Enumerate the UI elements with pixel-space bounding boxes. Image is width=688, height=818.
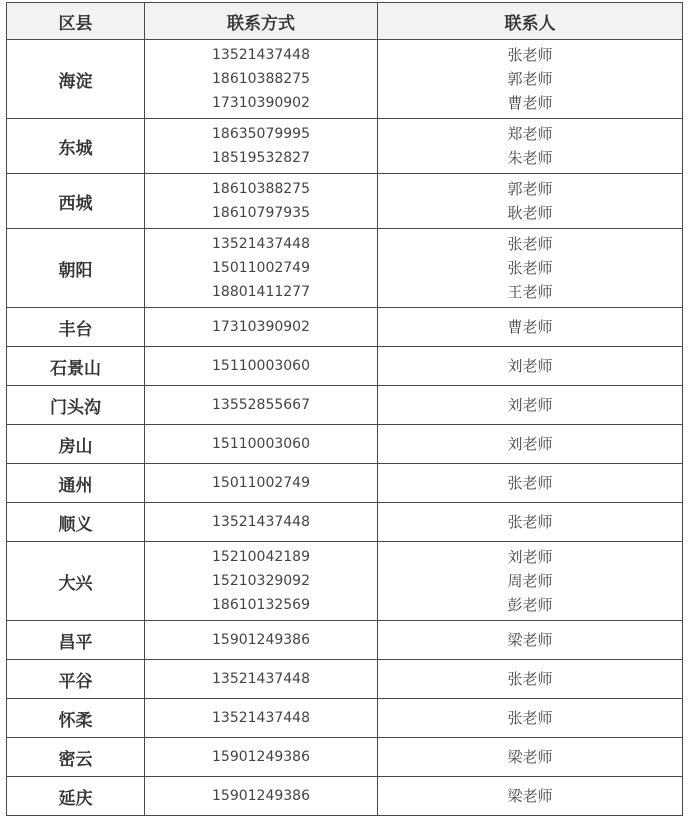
phone-number: 15210329092 [212,573,310,589]
district-cell: 平谷 [7,660,145,699]
table-row [7,777,683,816]
contact-name: 曹老师 [507,318,553,336]
district-cell: 西城 [7,174,145,229]
header-contacts: 联系人 [378,3,683,40]
district-cell: 大兴 [7,542,145,621]
phones-cell [145,777,378,816]
phone-number: 13521437448 [212,236,310,252]
header-row [7,3,683,40]
phone-number: 18610388275 [212,181,310,197]
phone-number: 17310390902 [212,95,310,111]
phones-cell [145,621,378,660]
phone-number: 13521437448 [212,671,310,687]
contacts-cell [378,174,683,229]
table-body [7,40,683,816]
phones-cell [145,386,378,425]
phone-number: 15110003060 [212,358,310,374]
header-district: 区县 [7,3,145,40]
contacts-cell [378,386,683,425]
contact-name: 耿老师 [507,204,553,222]
phones-cell [145,308,378,347]
contact-name: 梁老师 [507,787,553,805]
phone-number: 18610132569 [212,597,310,613]
district-cell: 门头沟 [7,386,145,425]
contact-name: 张老师 [507,670,553,688]
contacts-cell [378,621,683,660]
contact-name: 刘老师 [507,435,553,453]
district-cell: 朝阳 [7,229,145,308]
phone-number: 15901249386 [212,749,310,765]
contact-name: 周老师 [507,572,553,590]
phones-cell [145,699,378,738]
header-phones: 联系方式 [145,3,378,40]
phones-cell [145,464,378,503]
contact-name: 张老师 [507,235,553,253]
contact-name: 朱老师 [507,149,553,167]
contact-name: 梁老师 [507,748,553,766]
table-row [7,425,683,464]
contact-name: 曹老师 [507,94,553,112]
phones-cell [145,738,378,777]
district-cell: 丰台 [7,308,145,347]
district-cell: 密云 [7,738,145,777]
contacts-cell [378,119,683,174]
contacts-cell [378,425,683,464]
phones-cell [145,542,378,621]
contact-name: 郭老师 [507,70,553,88]
contacts-cell [378,777,683,816]
district-cell: 东城 [7,119,145,174]
table-row [7,386,683,425]
contact-name: 郑老师 [507,125,553,143]
contact-name: 彭老师 [507,596,553,614]
phones-cell [145,40,378,119]
phone-number: 17310390902 [212,319,310,335]
district-cell: 房山 [7,425,145,464]
table-row [7,40,683,119]
district-cell: 昌平 [7,621,145,660]
phones-cell [145,174,378,229]
district-cell: 通州 [7,464,145,503]
contacts-cell [378,308,683,347]
contacts-cell [378,40,683,119]
phones-cell [145,347,378,386]
table-row [7,503,683,542]
contacts-cell [378,503,683,542]
phones-cell [145,503,378,542]
table-row [7,542,683,621]
phone-number: 15901249386 [212,632,310,648]
contacts-cell [378,347,683,386]
contact-name: 张老师 [507,474,553,492]
phone-number: 18801411277 [212,284,310,300]
contacts-cell [378,699,683,738]
table-row [7,229,683,308]
contacts-cell [378,464,683,503]
contacts-cell [378,660,683,699]
table-row [7,464,683,503]
table-row [7,621,683,660]
contact-name: 刘老师 [507,357,553,375]
district-cell: 延庆 [7,777,145,816]
table-row [7,699,683,738]
contact-name: 张老师 [507,709,553,727]
table-row [7,119,683,174]
phone-number: 13521437448 [212,710,310,726]
contact-name: 张老师 [507,46,553,64]
phone-number: 13552855667 [212,397,310,413]
phone-number: 15210042189 [212,549,310,565]
contact-table [6,2,683,816]
phone-number: 15011002749 [212,475,310,491]
phones-cell [145,229,378,308]
district-cell: 怀柔 [7,699,145,738]
phone-number: 15901249386 [212,788,310,804]
phone-number: 15011002749 [212,260,310,276]
phones-cell [145,660,378,699]
phone-number: 18635079995 [212,126,310,142]
table-row [7,660,683,699]
table-row [7,308,683,347]
contacts-cell [378,542,683,621]
phone-number: 18610388275 [212,71,310,87]
phone-number: 13521437448 [212,514,310,530]
contact-name: 张老师 [507,513,553,531]
phones-cell [145,119,378,174]
phone-number: 18519532827 [212,150,310,166]
table-row [7,347,683,386]
contact-name: 刘老师 [507,396,553,414]
contact-name: 王老师 [507,283,553,301]
phones-cell [145,425,378,464]
table-row [7,174,683,229]
contacts-cell [378,229,683,308]
phone-number: 18610797935 [212,205,310,221]
phone-number: 15110003060 [212,436,310,452]
table-row [7,738,683,777]
district-cell: 顺义 [7,503,145,542]
contact-name: 郭老师 [507,180,553,198]
contact-name: 张老师 [507,259,553,277]
district-cell: 海淀 [7,40,145,119]
phone-number: 13521437448 [212,47,310,63]
contact-name: 刘老师 [507,548,553,566]
contacts-cell [378,738,683,777]
district-cell: 石景山 [7,347,145,386]
contact-name: 梁老师 [507,631,553,649]
